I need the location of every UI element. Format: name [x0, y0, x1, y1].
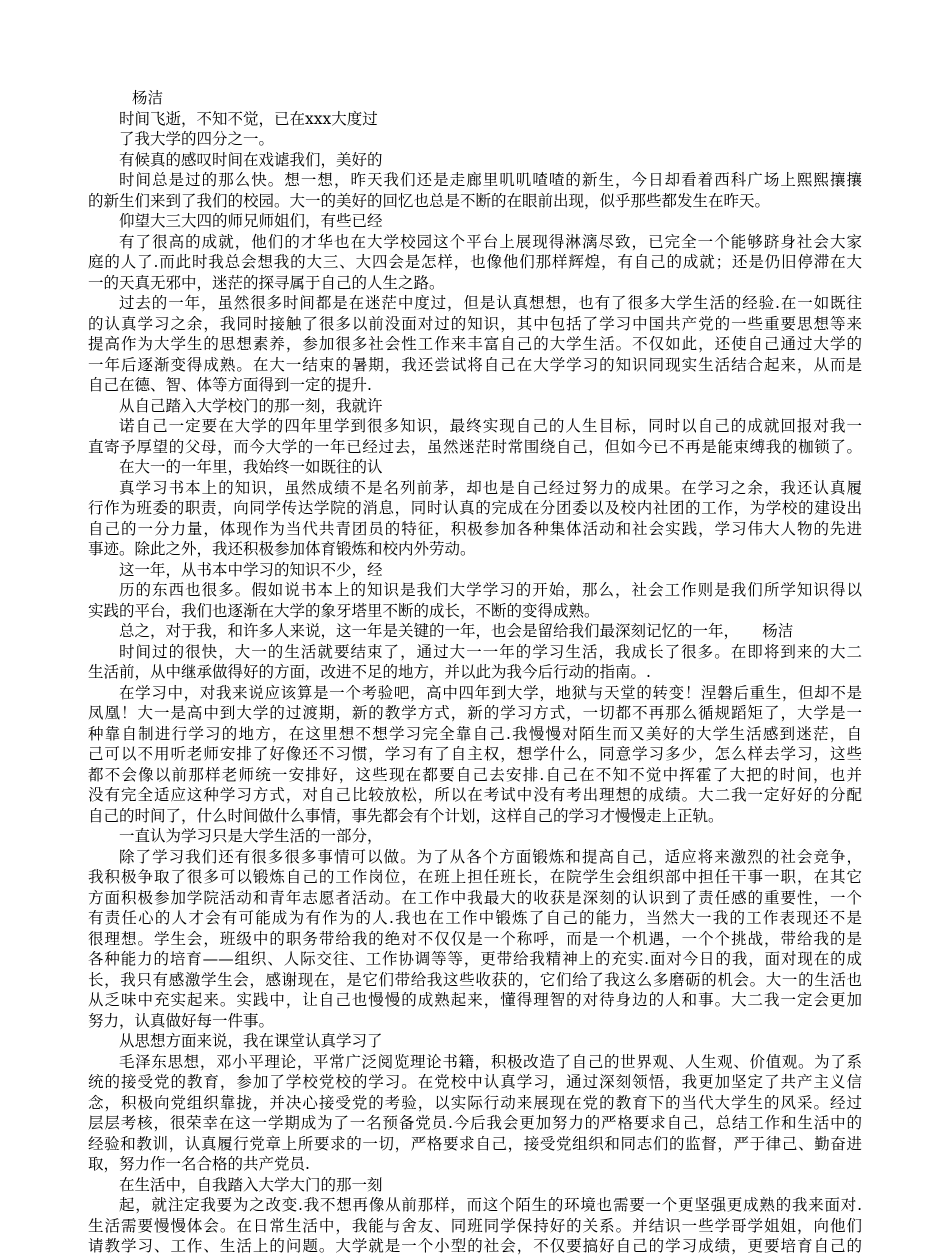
text-line: 层层考核，很荣幸在这一学期成为了一名预备党员.今后我会更加努力的严格要求自己，总结工作和生活中的	[88, 1114, 862, 1132]
text-line: 杨洁	[132, 89, 164, 107]
text-line: 有责任心的人才会有可能成为有作为的人.我也在工作中锻炼了自己的能力，当然大一我的工作表现还不是	[88, 909, 862, 927]
text-line: 一直认为学习只是大学生活的一部分，	[119, 827, 383, 845]
text-line: 一年后逐渐变得成熟。在大一结束的暑期，我还尝试将自己在大学学习的知识同现实生活结合起来，从而是	[88, 355, 862, 374]
text-line: 历的东西也很多。假如说书本上的知识是我们大学学习的开始，那么，社会工作则是我们所学知识得以	[119, 581, 862, 599]
text-line: 时间总是过的那么快。想一想，昨天我们还是走廊里叽叽喳喳的新生，今日却看着西科广场上熙熙攘攘	[119, 171, 862, 189]
text-line: 毛泽东思想，邓小平理论，平常广泛阅览理论书籍，积极改造了自己的世界观、人生观、价值观。为了系	[119, 1052, 862, 1071]
text-line: 经验和教训，认真履行党章上所要求的一切，严格要求自己，接受党组织和同志们的监督，严于律己、勤奋进	[88, 1134, 862, 1153]
text-line: 自己在德、智、体等方面得到一定的提升.	[88, 376, 372, 394]
text-line: 时间飞逝，不知不觉，已在xxx大度过	[119, 109, 378, 128]
text-line: 仰望大三大四的师兄师姐们，有些已经	[119, 212, 383, 230]
text-line: 各种能力的培育——组织、人际交往、工作协调等等，更带给我精神上的充实.面对今日的我，面对现在的成	[88, 950, 862, 968]
text-line: 自己的时间了，什么时间做什么事情，事先都会有个计划，这样自己的学习才慢慢走上正轨。	[88, 806, 724, 825]
text-line: 在学习中，对我来说应该算是一个考验吧，高中四年到大学，地狱与天堂的转变！涅磐后重生，但却不是	[119, 683, 862, 702]
text-line: 时间过的很快，大一的生活就要结束了，通过大一一年的学习生活，我成长了很多。在即将到来的大二	[119, 642, 862, 661]
text-line: 长，我只有感激学生会，感谢现在，是它们带给我这些收获的，它们给了我这么多磨砺的机会。大一的生活也	[88, 970, 862, 989]
text-line: 很理想。学生会，班级中的职务带给我的绝对不仅仅是一个称呼，而是一个机遇，一个个挑战，带给我的是	[88, 929, 862, 948]
text-line: 事迹。除此之外，我还积极参加体育锻炼和校内外劳动。	[88, 540, 476, 558]
text-line: 在大一的一年里，我始终一如既往的认	[119, 458, 383, 476]
text-line: 从思想方面来说，我在课堂认真学习了	[119, 1032, 383, 1050]
text-line: 总之，对于我，和许多人来说，这一年是关键的一年，也会是留给我们最深刻记忆的一年， 杨洁	[119, 622, 794, 640]
text-line: 一的天真无邪中，迷茫的探寻属于自己的人生之路。	[88, 273, 445, 292]
text-line: 自己的一分力量，体现作为当代共青团员的特征，积极参加各种集体活动和社会实践，学习伟大人物的先进	[88, 519, 862, 538]
text-line: 有了很高的成就，他们的才华也在大学校园这个平台上展现得淋漓尽致，已完全一个能够跻身社会大家	[119, 232, 862, 251]
text-line: 种靠自制进行学习的地方，在这里想不想学习完全靠自己.我慢慢对陌生而又美好的大学生活感到迷茫，自	[88, 724, 862, 743]
text-line: 庭的人了.而此时我总会想我的大三、大四会是怎样，也像他们那样辉煌，有自己的成就；还是仍旧停滞在大	[88, 253, 862, 271]
text-line: 在生活中，自我踏入大学大门的那一刻	[119, 1175, 383, 1194]
text-line: 行作为班委的职责，向同学传达学院的消息，同时认真的完成在分团委以及校内社团的工作，为学校的建设出	[88, 499, 862, 517]
text-line: 实践的平台，我们也逐渐在大学的象牙塔里不断的成长，不断的变得成熟。	[88, 601, 600, 620]
text-line: 真学习书本上的知识，虽然成绩不是名列前茅，却也是自己经过努力的成果。在学习之余，我还认真履	[119, 478, 862, 497]
text-line: 取，努力作一名合格的共产党员.	[88, 1155, 310, 1173]
text-line: 没有完全适应这种学习方式，对自己比较放松，所以在考试中没有考出理想的成绩。大二我一定好好的分配	[88, 786, 862, 804]
text-line: 这一年，从书本中学习的知识不少，经	[119, 560, 383, 579]
document-body	[88, 88, 862, 1257]
text-line: 念，积极向党组织靠拢，并决心接受党的考验，以实际行动来展现在党的教育下的当代大学生的风采。经过	[88, 1093, 862, 1112]
text-line: 凤凰！大一是高中到大学的过渡期，新的教学方式，新的学习方式，一切都不再那么循规蹈矩了，大学是一	[88, 704, 862, 722]
text-line: 请教学习、工作、生活上的问题。大学就是一个小型的社会，不仅要搞好自己的学习成绩，更要培育自己的	[88, 1237, 862, 1255]
text-line: 过去的一年，虽然很多时间都是在迷茫中度过，但是认真想想，也有了很多大学生活的经验.在一如既往	[119, 294, 862, 312]
text-line: 起，就注定我要为之改变.我不想再像从前那样，而这个陌生的环境也需要一个更坚强更成熟的我来面对.	[119, 1196, 862, 1214]
text-line: 从自己踏入大学校门的那一刻，我就许	[119, 396, 383, 415]
text-line: 诺自己一定要在大学的四年里学到很多知识，最终实现自己的人生目标，同时以自己的成就回报对我一	[119, 417, 862, 435]
text-line: 从乏味中充实起来。实践中，让自己也慢慢的成熟起来，懂得理智的对待身边的人和事。大二我一定会更加	[88, 991, 862, 1009]
text-line: 有候真的感叹时间在戏谑我们，美好的	[119, 150, 383, 169]
text-line: 努力，认真做好每一件事。	[88, 1011, 275, 1030]
text-line: 方面积极参加学院活动和青年志愿者活动。在工作中我最大的收获是深刻的认识到了责任感的重要性，一个	[88, 888, 862, 907]
text-line: 生活需要慢慢体会。在日常生活中，我能与舍友、同班同学保持好的关系。并结识一些学哥学姐姐，向他们	[88, 1216, 862, 1235]
text-line: 提高作为大学生的思想素养，参加很多社会性工作来丰富自己的大学生活。不仅如此，还使自己通过大学的	[88, 335, 862, 353]
text-line: 除了学习我们还有很多很多事情可以做。为了从各个方面锻炼和提高自己，适应将来激烈的社会竞争，	[119, 847, 862, 866]
text-line: 统的接受党的教育，参加了学校党校的学习。在党校中认真学习，通过深刻领悟，我更加坚定了共产主义信	[88, 1073, 862, 1091]
text-line: 我积极争取了很多可以锻炼自己的工作岗位，在班上担任班长，在院学生会组织部中担任干事一职，在其它	[88, 868, 862, 886]
text-line: 的认真学习之余，我同时接触了很多以前没面对过的知识，其中包括了学习中国共产党的一些重要思想等来	[88, 314, 862, 333]
text-line: 生活前，从中继承做得好的方面，改进不足的地方，并以此为我今后行动的指南。.	[88, 663, 651, 681]
text-line: 己可以不用听老师安排了好像还不习惯，学习有了自主权，想学什么，同意学习多少，怎么样去学习，这些	[88, 745, 862, 763]
text-line: 都不会像以前那样老师统一安排好，这些现在都要自己去安排.自己在不知不觉中挥霍了大把的时间，也并	[88, 765, 862, 784]
text-line: 的新生们来到了我们的校园。大一的美好的回忆也总是不断的在眼前出现，似乎那些都发生在昨天。	[88, 191, 771, 210]
text-line: 了我大学的四分之一。	[119, 130, 275, 148]
text-line: 直寄予厚望的父母，而今大学的一年已经过去，虽然迷茫时常围绕自己，但如今已不再是能束缚我的枷锁了。	[88, 437, 862, 456]
